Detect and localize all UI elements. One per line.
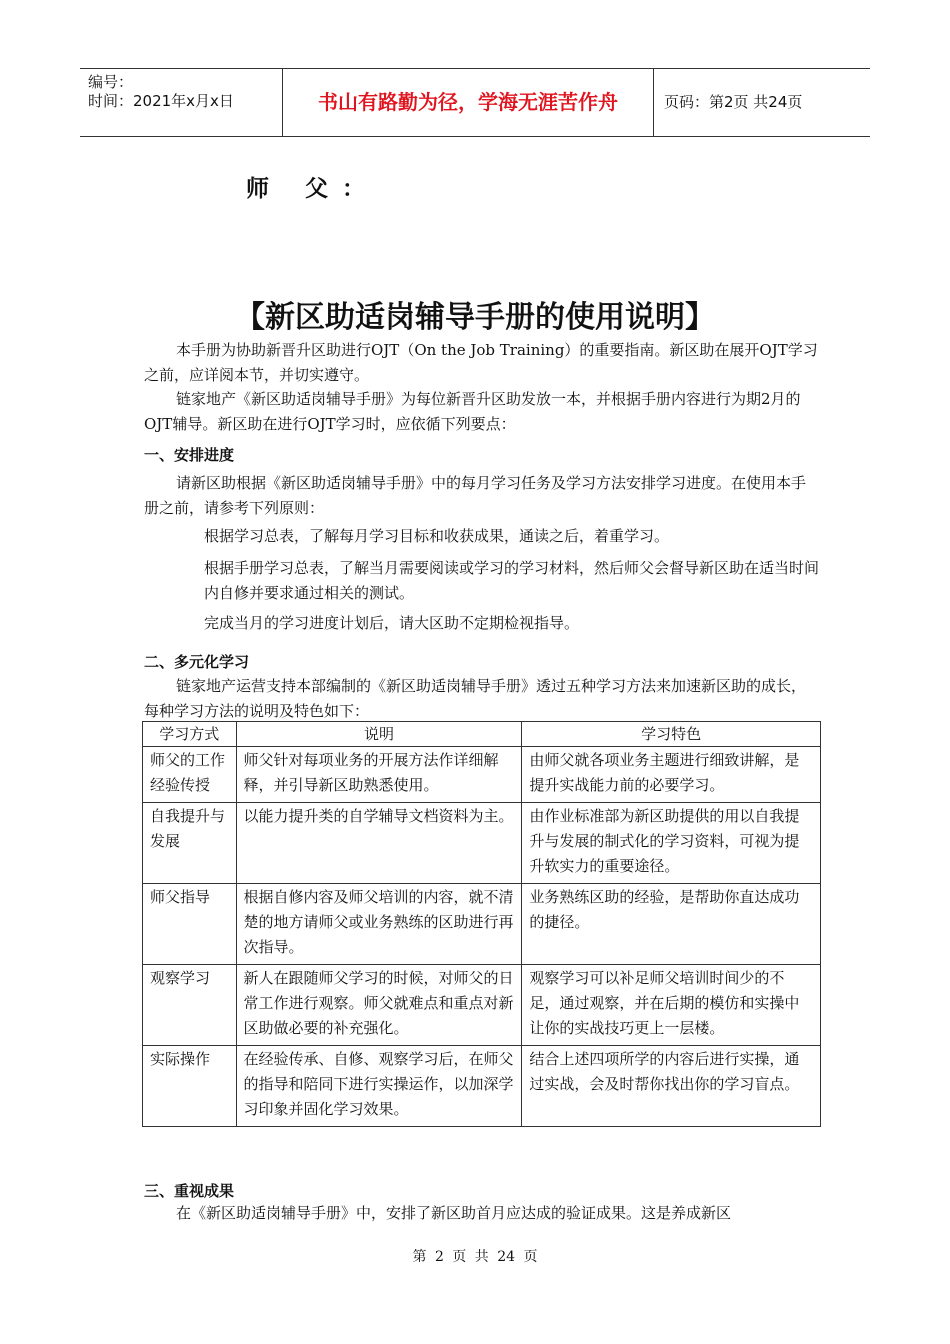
table-row [143,965,821,1046]
bullet-item [182,611,822,636]
table-cell: 以能力提升类的自学辅导文档资料为主。 [236,803,522,884]
section-2-heading: 二、多元化学习 [144,653,250,671]
table-header-description: 说明 [236,722,522,747]
header-meta [80,69,280,136]
table-row [143,1046,821,1127]
master-label: 师 父： [246,176,380,202]
header-page-info: 页码：第2页 共24页 [664,93,803,111]
table-cell: 结合上述四项所学的内容后进行实操，通过实战，会及时帮你找出你的学习盲点。 [522,1046,821,1127]
bullet-text: 根据手册学习总表，了解当月需要阅读或学习的学习材料，然后师父会督导新区助在适当时间内自修并要求通过相关的测试。 [204,559,820,602]
document-title: 【新区助适岗辅导手册的使用说明】 [235,300,715,335]
table-cell: 师父指导 [143,884,237,965]
table-header-features: 学习特色 [522,722,821,747]
table-header-method: 学习方式 [143,722,237,747]
section-2-text: 链家地产运营支持本部编制的《新区助适岗辅导手册》透过五种学习方法来加速新区助的成长，每种学习方法的说明及特色如下： [144,677,807,720]
table-cell: 根据自修内容及师父培训的内容，就不清楚的地方请师父或业务熟练的区助进行再次指导。 [236,884,522,965]
table-cell: 业务熟练区助的经验，是帮助你直达成功的捷径。 [522,884,821,965]
page-header [80,68,870,137]
bullet-item [182,524,822,549]
section-3-text: 在《新区助适岗辅导手册》中，安排了新区助首月应达成的验证成果。这是养成新区 [176,1204,732,1222]
table-cell: 师父的工作经验传授 [143,747,237,803]
header-motto: 书山有路勤为径，学海无涯苦作舟 [282,69,654,136]
section-1-heading: 一、安排进度 [144,446,235,464]
table-row [143,884,821,965]
header-number: 编号： [88,73,134,91]
table-cell: 观察学习可以补足师父培训时间少的不足，通过观察，并在后期的模仿和实操中让你的实战技巧更上一层楼。 [522,965,821,1046]
learning-methods-table [142,721,821,1127]
bullet-item [182,556,822,606]
bullet-text: 完成当月的学习进度计划后，请大区助不定期检视指导。 [204,614,580,632]
table-row [143,803,821,884]
intro-paragraph-1: 本手册为协助新晋升区助进行OJT（On the Job Training）的重要指南。新区助在展开OJT学习之前，应详阅本节，并切实遵守。 [144,341,818,384]
table-cell: 观察学习 [143,965,237,1046]
table-cell: 由作业标准部为新区助提供的用以自我提升与发展的制式化的学习资料，可视为提升软实力的重要途径。 [522,803,821,884]
header-time: 时间：2021年x月x日 [88,92,234,110]
table-row [143,747,821,803]
intro-paragraph-2: 链家地产《新区助适岗辅导手册》为每位新晋升区助发放一本，并根据手册内容进行为期2月的OJT辅导。新区助在进行OJT学习时，应依循下列要点： [144,390,801,433]
section-3-heading: 三、重视成果 [144,1182,235,1200]
section-1-text: 请新区助根据《新区助适岗辅导手册》中的每月学习任务及学习方法安排学习进度。在使用本手册之前，请参考下列原则： [144,474,807,517]
bullet-text: 根据学习总表，了解每月学习目标和收获成果，通读之后，着重学习。 [204,527,670,545]
table-cell: 在经验传承、自修、观察学习后，在师父的指导和陪同下进行实操运作，以加深学习印象并固化学习效果。 [236,1046,522,1127]
page-footer: 第 2 页 共 24 页 [412,1249,538,1265]
table-header-row [143,722,821,747]
table-cell: 自我提升与发展 [143,803,237,884]
table-cell: 由师父就各项业务主题进行细致讲解，是提升实战能力前的必要学习。 [522,747,821,803]
table-cell: 师父针对每项业务的开展方法作详细解释，并引导新区助熟悉使用。 [236,747,522,803]
table-cell: 实际操作 [143,1046,237,1127]
table-cell: 新人在跟随师父学习的时候，对师父的日常工作进行观察。师父就难点和重点对新区助做必要的补充强化。 [236,965,522,1046]
